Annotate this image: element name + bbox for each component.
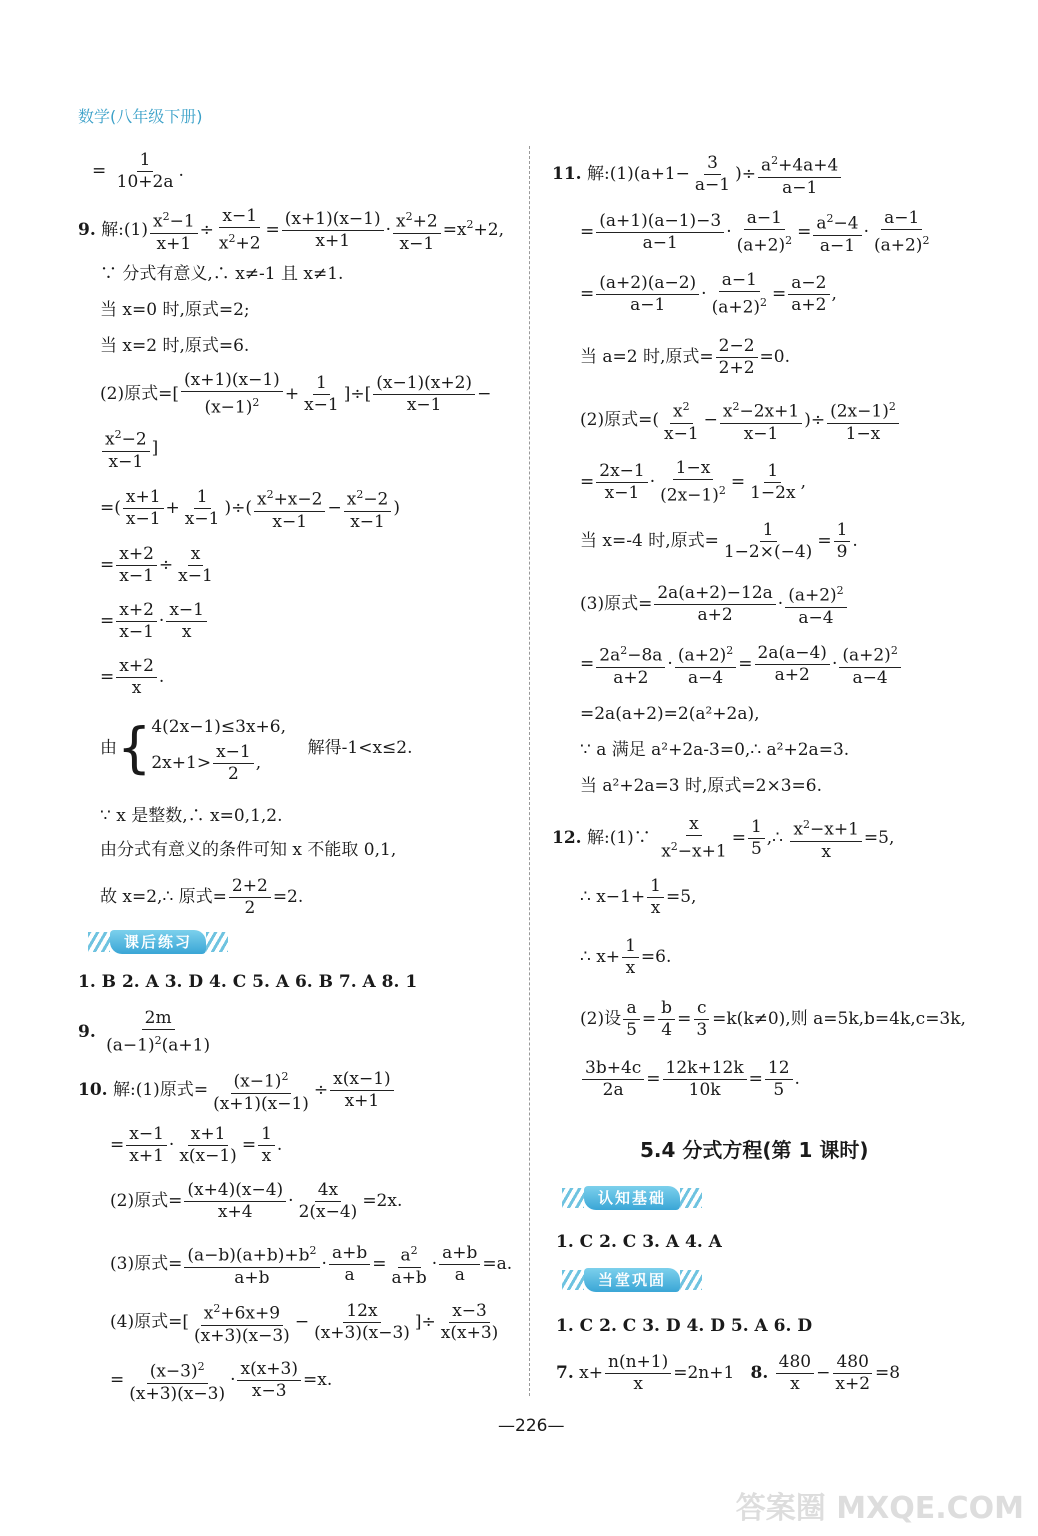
homework-banner: 课后练习 [88, 928, 228, 956]
q9-cannot: 由分式有意义的条件可知 x 不能取 0,1, [100, 840, 397, 860]
book-header: 数学(八年级下册) [78, 107, 203, 126]
q11-a2: 当 a=2 时,原式= $\frac{2-2}{2+2}$ =0. [580, 336, 791, 378]
q12-step: ∴ x−1+ $\frac{1}{x}$ =5, [580, 876, 697, 918]
q10-part4: (4)原式=[ $\frac{x^2+6x+9}{(x+3)(x-3)}$ − $\frac{12x}{(x+3)(x-3)}$ ]÷ $\frac{x-3}{x(x+3)}$ [110, 1298, 503, 1347]
consolidate-answers: 1. C 2. C 3. D 4. D 5. A 6. D [556, 1316, 813, 1336]
q11-cond: ∵ a 满足 a²+2a-3=0,∴ a²+2a=3. [580, 740, 850, 760]
basic-answers: 1. C 2. C 3. A 4. A [556, 1232, 722, 1252]
q11-part2: (2)原式=( $\frac{x^2}{x-1}$ − $\frac{x^2-2x+1}{x-1}$ )÷ $\frac{(2x-1)^2}{1-x}$ [580, 396, 901, 445]
cons-q7-8: 7. x+ $\frac{n(n+1)}{x}$ =2n+1 8. $\frac{480}{x}$ − $\frac{480}{x+2}$ =8 [556, 1352, 901, 1394]
q10-line-1: 10. 解:(1)原式= $\frac{(x-1)^2}{(x+1)(x-1)}$ ÷ $\frac{x(x-1)}{x+1}$ [78, 1066, 396, 1115]
q9-step: = $\frac{x+2}{x}$ . [100, 656, 165, 698]
q9-cond: ∵ 分式有意义,∴ x≠-1 且 x≠1. [100, 264, 344, 284]
inequality-system: 由{4(2x−1)≤3x+6, 2x+1> $\frac{x-1}{2}$ , 解得-1<x≤2. [100, 716, 413, 784]
q9-final: 故 x=2,∴ 原式= $\frac{2+2}{2}$ =2. [100, 876, 304, 918]
consolidate-banner: 当堂巩固 [562, 1266, 702, 1294]
q10-step: = $\frac{(x-3)^2}{(x+3)(x-3)}$ · $\frac{x(x+3)}{x-3}$ =x. [110, 1356, 332, 1405]
q11-step: =2a(a+2)=2(a²+2a), [580, 704, 760, 724]
watermark: 答案圈 MXQE.COM [735, 1491, 1024, 1526]
page-number: —226— [498, 1416, 565, 1436]
q9-part2-cont: $\frac{x^2-2}{x-1}$ ] [100, 424, 158, 473]
q12-step: $\frac{3b+4c}{2a}$ = $\frac{12k+12k}{10k}$ = $\frac{12}{5}$ . [580, 1058, 800, 1101]
q12-line-1: 12. 解:(1)∵ $\frac{x}{x^2-x+1}$ = $\frac{1}{5}$ ,∴ $\frac{x^2-x+1}{x}$ =5, [552, 814, 895, 862]
q9-integer: ∵ x 是整数,∴ x=0,1,2. [100, 806, 283, 826]
q9-x0: 当 x=0 时,原式=2; [100, 300, 250, 320]
q9-step: = $\frac{x+2}{x-1}$ · $\frac{x-1}{x}$ [100, 600, 209, 643]
q11-step: = $\frac{2a^2-8a}{a+2}$ · $\frac{(a+2)^2}{a-4}$ = $\frac{2a(a-4)}{a+2}$ · $\frac{(a+2)^2}{a-4}$ [580, 640, 903, 689]
q11-part3: (3)原式= $\frac{2a(a+2)-12a}{a+2}$ · $\frac{(a+2)^2}{a-4}$ [580, 580, 849, 629]
q11-xm4: 当 x=-4 时,原式= $\frac{1}{1-2\times(-4)}$ = $\frac{1}{9}$ . [580, 520, 858, 562]
q9-part2: (2)原式=[ $\frac{(x+1)(x-1)}{(x-1)^2}$ + $\frac{1}{x-1}$ ]÷[ $\frac{(x-1)(x+2)}{x-1}$ − [100, 370, 492, 418]
q11-step: = $\frac{2x-1}{x-1}$ · $\frac{1-x}{(2x-1)^2}$ = $\frac{1}{1-2x}$ , [580, 458, 806, 506]
homework-answers: 1. B 2. A 3. D 4. C 5. A 6. B 7. A 8. 1 [78, 972, 418, 992]
q11-step: = $\frac{(a+2)(a-2)}{a-1}$ · $\frac{a-1}{(a+2)^2}$ = $\frac{a-2}{a+2}$ , [580, 270, 837, 318]
q9-step: =( $\frac{x+1}{x-1}$ + $\frac{1}{x-1}$ )÷( $\frac{x^2+x-2}{x-1}$ − $\frac{x^2-2}{x-1}$ ) [100, 484, 400, 533]
q9-line-1: 9. 解:(1) $\frac{x^2-1}{x+1}$ ÷ $\frac{x-1}{x^2+2}$ = $\frac{(x+1)(x-1)}{x+1}$ · $\frac{x^2+2}{x-1}$ $=x^2+2$, [78, 206, 504, 254]
section-title: 5.4 分式方程(第 1 课时) [640, 1138, 869, 1162]
q9-hw: 9. $\frac{2m}{(a-1)^2(a+1)}$ [78, 1008, 211, 1056]
q11-line-1: 11. 解:(1)(a+1− $\frac{3}{a-1}$ )÷ $\frac{a^2+4a+4}{a-1}$ [552, 150, 843, 199]
eq-line: = $\frac{1}{10+2a}$ . [92, 150, 184, 192]
q11-result: 当 a²+2a=3 时,原式=2×3=6. [580, 776, 823, 796]
q10-part3: (3)原式= $\frac{(a-b)(a+b)+b^2}{a+b}$ · $\frac{a+b}{a}$ = $\frac{a^2}{a+b}$ · $\frac{a+b}{a}$ =a. [110, 1240, 512, 1289]
q12-part2: (2)设 $\frac{a}{5}$ = $\frac{b}{4}$ = $\frac{c}{3}$ =k(k≠0),则 a=5k,b=4k,c=3k, [580, 998, 966, 1040]
q10-step: = $\frac{x-1}{x+1}$ · $\frac{x+1}{x(x-1)}$ = $\frac{1}{x}$ . [110, 1124, 283, 1166]
q9-step: = $\frac{x+2}{x-1}$ ÷ $\frac{x}{x-1}$ [100, 544, 213, 586]
q11-step: = $\frac{(a+1)(a-1)-3}{a-1}$ · $\frac{a-1}{(a+2)^2}$ = $\frac{a^2-4}{a-1}$ · $\frac{a-1}{(a+2)^2}$ [580, 208, 930, 256]
basic-banner: 认知基础 [562, 1184, 702, 1212]
column-divider [529, 146, 530, 1396]
q10-part2: (2)原式= $\frac{(x+4)(x-4)}{x+4}$ · $\frac{4x}{2(x-4)}$ =2x. [110, 1180, 403, 1222]
q9-x2: 当 x=2 时,原式=6. [100, 336, 250, 356]
q12-step: ∴ x+ $\frac{1}{x}$ =6. [580, 936, 672, 978]
